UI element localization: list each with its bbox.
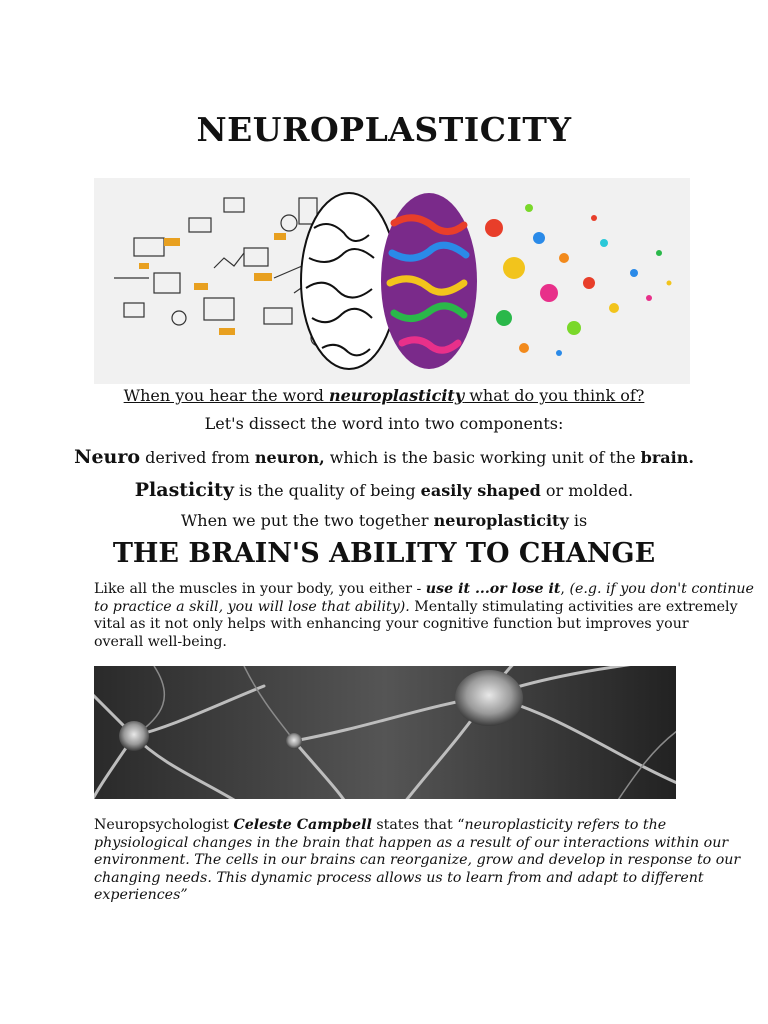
plasticity-text-1: is the quality of being	[233, 481, 421, 500]
plasticity-definition	[0, 479, 768, 501]
para2-text-a: Neuropsychologist	[94, 817, 234, 833]
neuro-definition	[0, 446, 768, 468]
para1-text-2b: Mentally stimulating activities are extremely	[409, 598, 738, 615]
together-sentence	[0, 511, 768, 530]
paragraph-line: experiences”	[94, 887, 188, 903]
together-text-2: is	[568, 511, 588, 530]
neurons-photo-graphic	[94, 666, 676, 799]
muscles-paragraph	[94, 581, 754, 651]
intro-question-keyword: neuroplasticity	[328, 386, 465, 405]
intro-question-post: what do you think of?	[464, 386, 645, 405]
para2-author: Celeste Campbell	[233, 817, 372, 833]
paragraph-line: environment. The cells in our brains can reorganize, grow and develop in response to our	[94, 852, 741, 868]
together-bold: neuroplasticity	[433, 511, 569, 530]
neuro-text-1: derived from	[140, 448, 255, 467]
neuro-term: Neuro	[74, 446, 141, 468]
para2-quote-start: neuroplasticity refers to the	[464, 817, 667, 833]
neuro-bold-1: neuron,	[254, 448, 325, 467]
brain-illustration	[94, 178, 690, 384]
paragraph-line: overall well-being.	[94, 633, 227, 650]
intro-question	[0, 386, 768, 405]
paragraph-line	[94, 581, 754, 599]
para1-example-start: (e.g. if you don't continue	[569, 581, 754, 597]
neurons-photo	[94, 666, 676, 799]
campbell-quote-paragraph	[94, 817, 741, 905]
paragraph-line	[94, 598, 738, 617]
para1-emphasis: use it ...or lose it	[425, 581, 561, 597]
intro-question-pre: When you hear the word	[123, 386, 329, 405]
para1-example-end: to practice a skill, you will lose that ability).	[94, 598, 410, 615]
page-title: NEUROPLASTICITY	[196, 110, 572, 149]
paragraph-line	[94, 817, 684, 835]
dissect-sentence: Let's dissect the word into two components:	[204, 414, 564, 433]
plasticity-bold-1: easily shaped	[420, 481, 541, 500]
together-text-1: When we put the two together	[180, 511, 434, 530]
plasticity-text-2: or molded.	[540, 481, 634, 500]
section-heading: THE BRAIN'S ABILITY TO CHANGE	[112, 538, 656, 569]
para1-text-a: Like all the muscles in your body, you either -	[94, 581, 426, 597]
paragraph-line: changing needs. This dynamic process allows us to learn from and adapt to different	[94, 869, 704, 886]
brain-illustration-graphic	[94, 178, 690, 384]
paragraph-line: physiological changes in the brain that happen as a result of our interactions within our	[94, 834, 729, 851]
plasticity-term: Plasticity	[134, 479, 234, 501]
para2-text-c: states that “	[371, 817, 465, 833]
neuro-bold-2: brain.	[640, 448, 694, 467]
paragraph-line: vital as it not only helps with enhancing your cognitive function but improves your	[94, 616, 689, 632]
neuro-text-2: which is the basic working unit of the	[324, 448, 641, 467]
para1-text-c: ,	[560, 581, 570, 597]
